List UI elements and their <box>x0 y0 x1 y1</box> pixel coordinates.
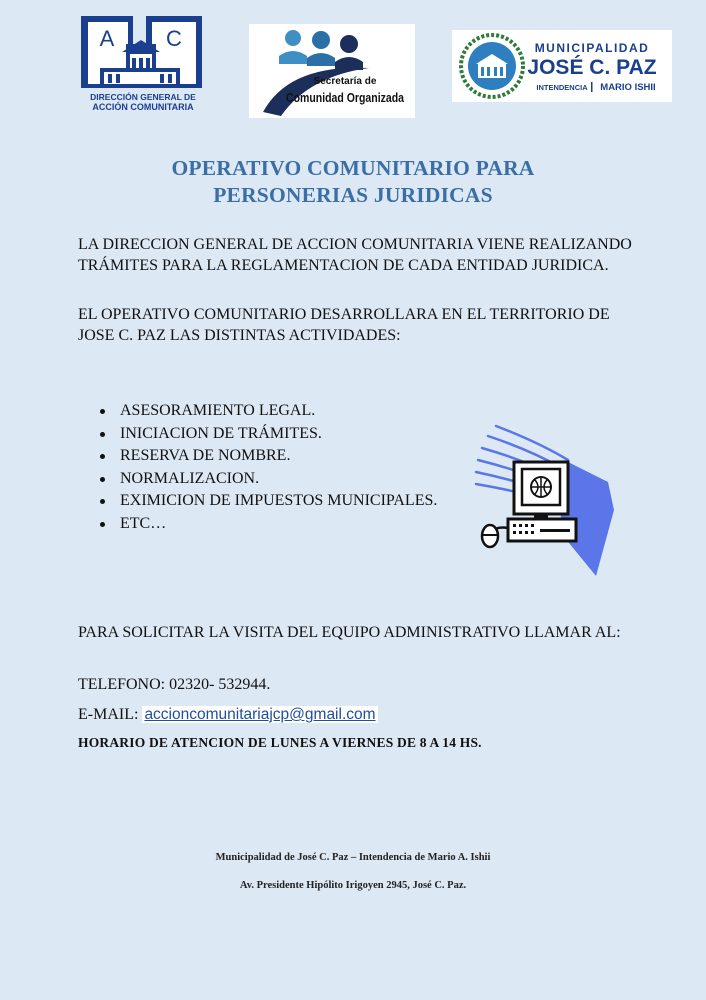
phone-number: TELEFONO: 02320- 532944. <box>78 676 271 693</box>
page-title <box>0 155 706 209</box>
intro-paragraph: LA DIRECCION GENERAL DE ACCION COMUNITARIA VIENE REALIZANDO TRÁMITES PARA LA REGLAMENTACION DE CADA ENTIDAD JURIDICA. <box>78 236 632 274</box>
municipalidad-seal-icon <box>452 30 672 102</box>
secretaria-logo <box>249 24 415 118</box>
ac-letter-a: A <box>99 26 115 51</box>
activities-list <box>78 400 437 535</box>
list-item: ETC… <box>78 513 437 536</box>
office-hours: HORARIO DE ATENCION DE LUNES A VIERNES DE 8 A 14 HS. <box>78 735 482 750</box>
activities-intro-paragraph: EL OPERATIVO COMUNITARIO DESARROLLARA EN EL TERRITORIO DE JOSE C. PAZ LAS DISTINTAS ACTIVIDADES: <box>78 306 610 344</box>
secretaria-line2: Comunidad Organizada <box>286 90 405 105</box>
ac-letter-c: C <box>166 26 182 51</box>
email-link[interactable]: accioncomunitariajcp@gmail.com <box>144 706 376 723</box>
muni-line1: MUNICIPALIDAD <box>534 41 650 55</box>
secretaria-line1: Secretaría de <box>313 76 377 87</box>
ac-logo-icon <box>76 14 214 116</box>
list-item: NORMALIZACION. <box>78 468 437 491</box>
ac-caption-line1: DIRECCIÓN GENERAL DE <box>90 92 196 102</box>
muni-line3b: MARIO ISHII <box>600 82 656 93</box>
list-item: RESERVA DE NOMBRE. <box>78 445 437 468</box>
footer-address: Av. Presidente Hipólito Irigoyen 2945, José C. Paz. <box>239 880 467 891</box>
muni-line2: JOSÉ C. PAZ <box>527 56 657 79</box>
email-line <box>78 704 638 725</box>
secretaria-logo-icon <box>249 24 415 118</box>
footer-line1: Municipalidad de José C. Paz – Intendencia de Mario A. Ishii <box>215 852 491 863</box>
title-line2: PERSONERIAS JURIDICAS <box>213 183 493 207</box>
list-item: EXIMICION DE IMPUESTOS MUNICIPALES. <box>78 490 437 513</box>
computer-clipart-icon <box>468 420 622 580</box>
ac-logo <box>76 14 214 116</box>
title-line1: OPERATIVO COMUNITARIO PARA <box>171 156 535 180</box>
list-item: INICIACION DE TRÁMITES. <box>78 423 437 446</box>
list-item: ASESORAMIENTO LEGAL. <box>78 400 437 423</box>
ac-caption-line2: ACCIÓN COMUNITARIA <box>92 102 194 112</box>
muni-line3a: INTENDENCIA <box>536 83 588 92</box>
call-instructions: PARA SOLICITAR LA VISITA DEL EQUIPO ADMINISTRATIVO LLAMAR AL: <box>78 624 621 641</box>
municipalidad-logo <box>452 30 672 102</box>
email-label: E-MAIL: <box>78 706 139 723</box>
